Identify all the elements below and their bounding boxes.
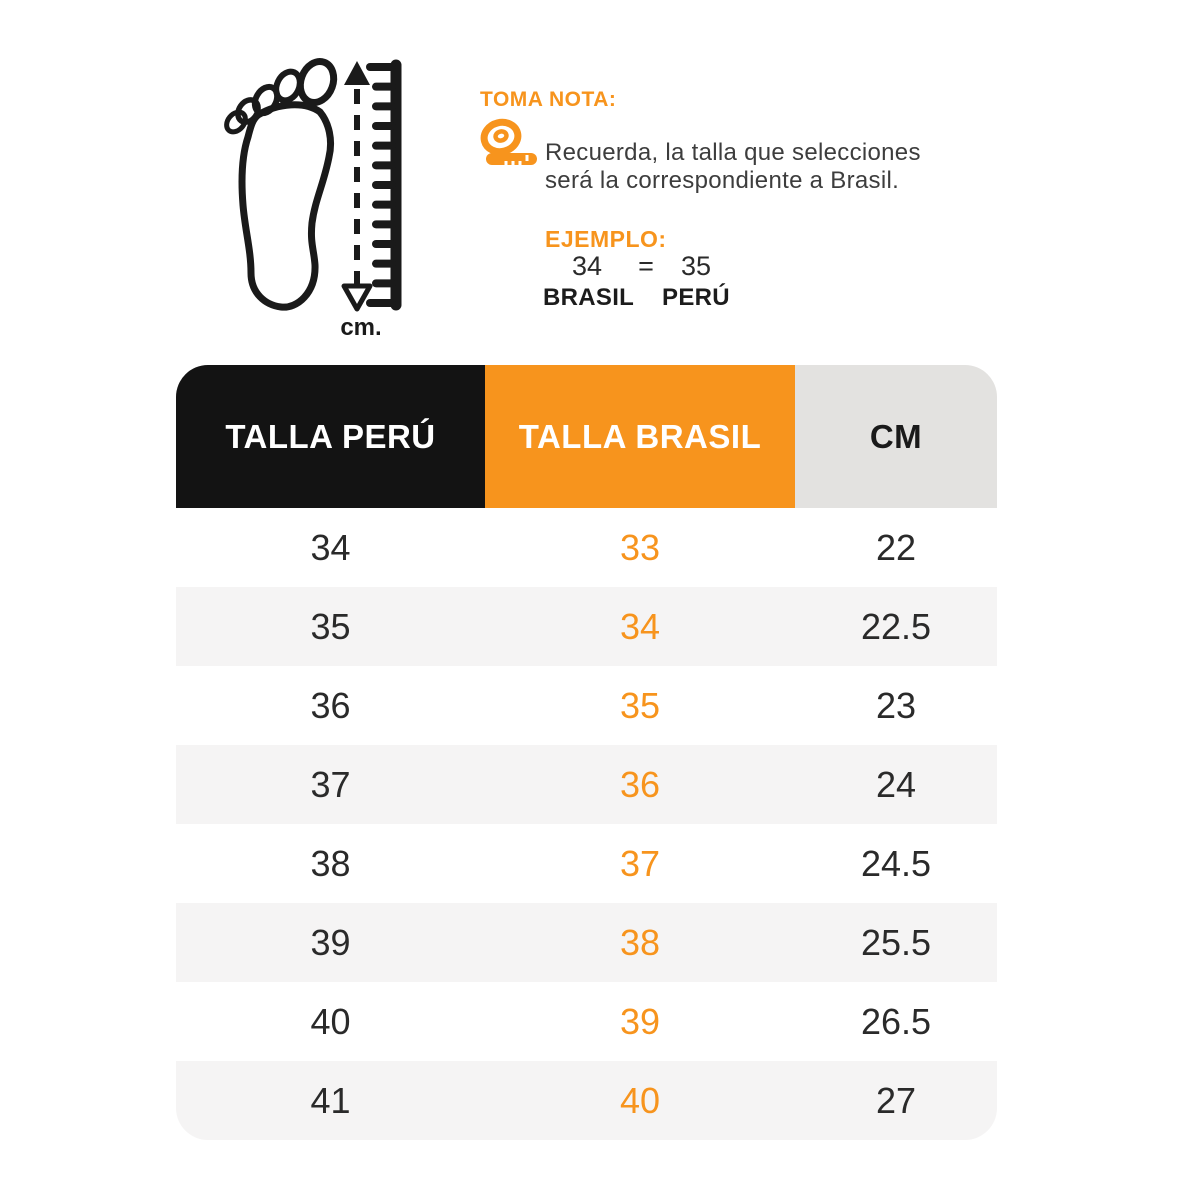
example-conversion <box>543 251 731 312</box>
note-text <box>545 139 921 195</box>
cell-talla-peru: 36 <box>310 684 351 726</box>
table-row <box>176 508 997 587</box>
note-line-2: será la correspondiente a Brasil. <box>545 167 900 194</box>
table-row <box>176 903 997 982</box>
table-header-row <box>176 365 997 508</box>
spacer <box>631 284 661 312</box>
cell-cm: 22.5 <box>860 605 932 647</box>
cell-cm: 23 <box>875 684 917 726</box>
cell-cm: 24.5 <box>860 842 932 884</box>
cell-talla-brasil: 34 <box>619 605 661 647</box>
cell-talla-brasil: 35 <box>619 684 661 726</box>
note-line-1: Recuerda, la talla que selecciones <box>545 139 921 166</box>
ruler-icon <box>370 65 396 305</box>
size-table <box>176 365 997 1140</box>
measuring-tape-icon <box>476 116 538 172</box>
table-body <box>176 508 997 1140</box>
cell-cm: 22 <box>875 526 917 568</box>
cell-cm: 25.5 <box>860 921 932 963</box>
cell-talla-brasil: 37 <box>619 842 661 884</box>
table-row <box>176 587 997 666</box>
note-heading: TOMA NOTA: <box>480 88 617 111</box>
foot-measurement-illustration <box>193 45 423 345</box>
cell-talla-brasil: 38 <box>619 921 661 963</box>
cell-talla-peru: 37 <box>310 763 351 805</box>
cell-talla-peru: 35 <box>310 605 351 647</box>
cell-cm: 24 <box>875 763 917 805</box>
example-peru-label: PERÚ <box>662 284 730 311</box>
cell-talla-peru: 34 <box>310 526 351 568</box>
cell-talla-peru: 41 <box>310 1079 351 1121</box>
cell-talla-peru: 38 <box>310 842 351 884</box>
header-talla-peru: TALLA PERÚ <box>176 365 485 508</box>
cell-cm: 27 <box>875 1079 917 1121</box>
header-cm: CM <box>795 365 997 508</box>
cm-label: cm. <box>340 314 382 341</box>
table-row <box>176 666 997 745</box>
cell-talla-peru: 39 <box>310 921 351 963</box>
table-row <box>176 824 997 903</box>
example-brasil-label: BRASIL <box>543 284 635 311</box>
cell-cm: 26.5 <box>860 1000 932 1042</box>
cell-talla-brasil: 40 <box>619 1079 661 1121</box>
cell-talla-brasil: 33 <box>619 526 661 568</box>
table-row <box>176 1061 997 1140</box>
equals-sign: = <box>638 251 654 281</box>
cell-talla-brasil: 36 <box>619 763 661 805</box>
example-peru-value: 35 <box>680 251 712 281</box>
cell-talla-brasil: 39 <box>619 1000 661 1042</box>
cell-talla-peru: 40 <box>310 1000 351 1042</box>
example-heading: EJEMPLO: <box>545 226 667 252</box>
table-row <box>176 982 997 1061</box>
footprint-icon <box>223 57 339 307</box>
header-talla-brasil: TALLA BRASIL <box>485 365 795 508</box>
table-row <box>176 745 997 824</box>
example-brasil-value: 34 <box>571 251 603 281</box>
measure-arrow-icon <box>344 61 370 309</box>
